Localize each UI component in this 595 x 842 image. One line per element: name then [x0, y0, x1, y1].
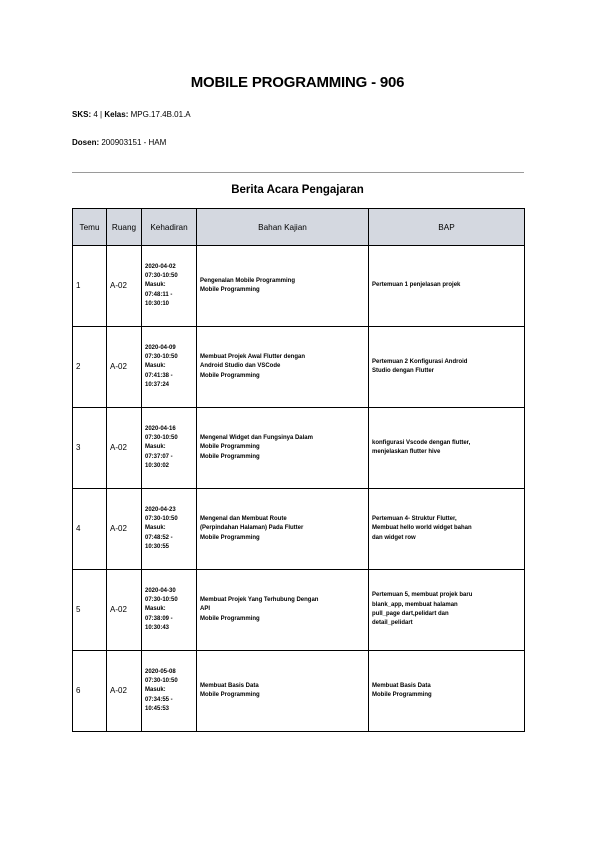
- cell-bahan-kajian: [197, 489, 369, 570]
- cell-kehadiran-line: Masuk:: [145, 606, 166, 613]
- cell-ruang: A-02: [107, 651, 142, 732]
- cell-bahan-kajian-line: Pengenalan Mobile Programming: [200, 277, 296, 284]
- cell-kehadiran-line: 10:30:55: [145, 543, 170, 550]
- cell-kehadiran-line: 10:30:43: [145, 624, 170, 631]
- cell-temu: 5: [73, 570, 107, 651]
- lecturer-line: [72, 138, 166, 147]
- cell-bahan-kajian: [197, 327, 369, 408]
- cell-bap-line: konfigurasi Vscode dengan flutter,: [372, 439, 471, 446]
- cell-bahan-kajian-line: Mobile Programming: [200, 444, 260, 451]
- cell-bap-line: Membuat Basis Data: [372, 682, 431, 689]
- cell-bap-line: Membuat hello world widget bahan: [372, 525, 472, 532]
- header-ruang: Ruang: [107, 209, 142, 246]
- cell-bap-line: Pertemuan 1 penjelasan projek: [372, 282, 461, 289]
- cell-bahan-kajian-line: Mobile Programming: [200, 372, 260, 379]
- kelas-label: Kelas:: [104, 110, 129, 119]
- cell-bahan-kajian: [197, 651, 369, 732]
- cell-bap: [369, 408, 525, 489]
- cell-ruang: A-02: [107, 408, 142, 489]
- course-meta-line: [72, 110, 191, 119]
- cell-kehadiran: [142, 246, 197, 327]
- cell-bap-line: blank_app, membuat halaman: [372, 601, 458, 608]
- table-row: [73, 327, 525, 408]
- cell-ruang: A-02: [107, 489, 142, 570]
- table-row: [73, 408, 525, 489]
- table-row: [73, 570, 525, 651]
- cell-kehadiran: [142, 651, 197, 732]
- cell-kehadiran-line: 07:48:52 -: [145, 534, 173, 541]
- cell-bap-line: Pertemuan 5, membuat projek baru: [372, 592, 473, 599]
- cell-kehadiran-line: Masuk:: [145, 525, 166, 532]
- kelas-value: MPG.17.4B.01.A: [130, 110, 191, 119]
- cell-bahan-kajian-line: Mobile Programming: [200, 692, 260, 698]
- cell-bahan-kajian-line: Mobile Programming: [200, 615, 260, 622]
- header-bap: BAP: [369, 209, 525, 246]
- cell-bap: [369, 651, 525, 732]
- cell-kehadiran-line: 2020-04-30: [145, 587, 176, 594]
- dosen-label: Dosen:: [72, 138, 100, 147]
- cell-kehadiran: [142, 408, 197, 489]
- cell-kehadiran-line: 07:30-10:50: [145, 435, 178, 442]
- cell-bahan-kajian-line: Membuat Basis Data: [200, 682, 259, 689]
- cell-kehadiran-line: Masuk:: [145, 363, 166, 370]
- cell-kehadiran: [142, 489, 197, 570]
- table-header-row: [73, 209, 525, 246]
- cell-kehadiran-line: 07:30-10:50: [145, 354, 178, 361]
- cell-kehadiran-line: 07:41:38 -: [145, 372, 173, 379]
- cell-bahan-kajian-line: Mobile Programming: [200, 287, 260, 293]
- divider: [72, 172, 524, 173]
- cell-bap-line: dan widget row: [372, 534, 416, 541]
- header-temu: Temu: [73, 209, 107, 246]
- cell-bahan-kajian-line: (Perpindahan Halaman) Pada Flutter: [200, 525, 304, 532]
- cell-temu: 2: [73, 327, 107, 408]
- cell-bahan-kajian-line: Mobile Programming: [200, 534, 260, 541]
- cell-kehadiran-line: 10:45:53: [145, 705, 170, 712]
- cell-kehadiran-line: 07:30-10:50: [145, 273, 178, 280]
- cell-bahan-kajian: [197, 408, 369, 489]
- cell-kehadiran-line: 07:34:55 -: [145, 696, 173, 703]
- dosen-value: 200903151 - HAM: [101, 138, 167, 147]
- cell-kehadiran-line: 2020-04-09: [145, 344, 176, 351]
- table-row: [73, 651, 525, 732]
- cell-ruang: A-02: [107, 570, 142, 651]
- cell-bahan-kajian: [197, 570, 369, 651]
- cell-bap-line: detail_pelidart: [372, 620, 413, 627]
- cell-bahan-kajian-line: Membuat Projek Yang Terhubung Dengan: [200, 597, 319, 604]
- cell-bap-line: Pertemuan 2 Konfigurasi Android: [372, 358, 468, 365]
- table-row: [73, 489, 525, 570]
- course-title: MOBILE PROGRAMMING - 906: [190, 74, 405, 91]
- cell-bap-line: pull_page dart,pelidart dan: [372, 611, 449, 617]
- sks-label: SKS:: [72, 110, 92, 119]
- cell-kehadiran-line: 2020-05-08: [145, 668, 176, 675]
- header-kehadiran: Kehadiran: [142, 209, 197, 246]
- cell-bahan-kajian-line: Mengenal Widget dan Fungsinya Dalam: [200, 435, 313, 442]
- cell-kehadiran-line: 07:30-10:50: [145, 678, 178, 685]
- cell-kehadiran-line: 2020-04-16: [145, 425, 176, 432]
- cell-kehadiran-line: 2020-04-02: [145, 263, 176, 270]
- cell-bap: [369, 327, 525, 408]
- cell-bahan-kajian-line: Mengenal dan Membuat Route: [200, 516, 287, 523]
- cell-kehadiran-line: 07:38:09 -: [145, 615, 173, 622]
- cell-ruang: A-02: [107, 246, 142, 327]
- cell-bahan-kajian-line: Android Studio dan VSCode: [200, 363, 281, 370]
- cell-bap: [369, 489, 525, 570]
- cell-bap-line: Mobile Programming: [372, 692, 432, 698]
- teaching-report-table: [72, 208, 525, 732]
- cell-kehadiran-line: Masuk:: [145, 444, 166, 451]
- table-row: [73, 246, 525, 327]
- cell-temu: 3: [73, 408, 107, 489]
- meta-separator: |: [100, 110, 103, 119]
- cell-kehadiran-line: 07:37:07 -: [145, 453, 173, 460]
- cell-kehadiran: [142, 570, 197, 651]
- cell-kehadiran-line: Masuk:: [145, 687, 166, 694]
- cell-kehadiran-line: 07:30-10:50: [145, 597, 178, 604]
- cell-kehadiran: [142, 327, 197, 408]
- cell-kehadiran-line: 10:30:10: [145, 300, 170, 307]
- cell-kehadiran-line: 07:48:11 -: [145, 291, 173, 298]
- cell-bap-line: Studio dengan Flutter: [372, 368, 434, 374]
- cell-bahan-kajian: [197, 246, 369, 327]
- cell-bap-line: menjelaskan flutter hive: [372, 449, 441, 455]
- header-bahan-kajian: Bahan Kajian: [197, 209, 369, 246]
- cell-bap-line: Pertemuan 4- Struktur Flutter,: [372, 516, 457, 523]
- cell-temu: 6: [73, 651, 107, 732]
- cell-temu: 1: [73, 246, 107, 327]
- sks-value: 4: [93, 110, 98, 119]
- cell-bahan-kajian-line: API: [200, 606, 211, 613]
- cell-ruang: A-02: [107, 327, 142, 408]
- cell-bahan-kajian-line: Mobile Programming: [200, 453, 260, 460]
- cell-kehadiran-line: Masuk:: [145, 282, 166, 289]
- cell-bap: [369, 570, 525, 651]
- cell-bahan-kajian-line: Membuat Projek Awal Flutter dengan: [200, 354, 306, 361]
- cell-bap: [369, 246, 525, 327]
- section-title: Berita Acara Pengajaran: [231, 184, 364, 196]
- cell-kehadiran-line: 07:30-10:50: [145, 516, 178, 523]
- cell-kehadiran-line: 2020-04-23: [145, 506, 176, 513]
- cell-kehadiran-line: 10:37:24: [145, 381, 170, 388]
- cell-kehadiran-line: 10:30:02: [145, 462, 170, 469]
- cell-temu: 4: [73, 489, 107, 570]
